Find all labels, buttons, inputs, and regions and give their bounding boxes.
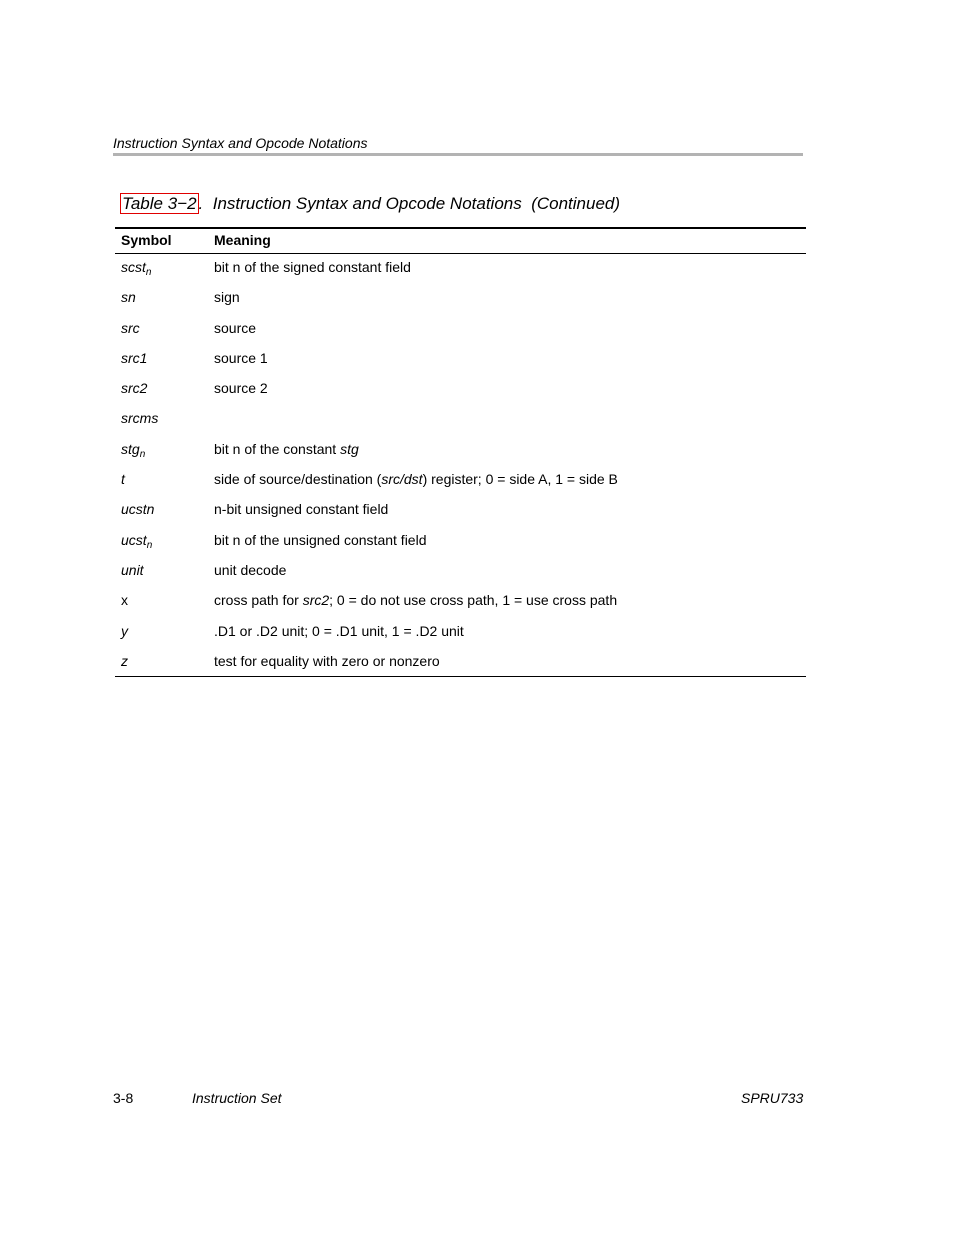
table-row [0,586,954,616]
table-row [0,253,954,283]
meaning-cell: bit n of the signed constant field [214,259,411,275]
table-row [0,526,954,556]
meaning-cell: source 1 [214,349,268,366]
meaning-cell: bit n of the unsigned constant field [214,531,427,548]
header-rule [113,153,803,156]
symbol-cell: ucstn [121,501,155,518]
meaning-cell: side of source/destination (src/dst) register; 0 = side A, 1 = side B [214,471,618,488]
table-row [0,647,954,677]
meaning-cell: test for equality with zero or nonzero [214,652,440,669]
table-row [0,314,954,344]
running-header-title: Instruction Syntax and Opcode Notations [113,135,368,151]
symbol-cell: z [121,652,128,669]
symbol-cell: srcms [121,410,159,427]
symbol-cell: sn [121,289,136,306]
symbol-cell: src [121,319,140,336]
table-row [0,556,954,586]
caption-title: Instruction Syntax and Opcode Notations [212,194,522,213]
table-row [0,495,954,525]
meaning-cell: unit decode [214,561,287,578]
symbol-cell: src1 [121,349,148,366]
meaning-cell: sign [214,289,240,306]
meaning-cell: n-bit unsigned constant field [214,501,389,518]
footer-page-number: 3-8 [113,1090,134,1106]
symbol-cell: x [121,592,128,609]
table-row [0,404,954,434]
symbol-cell: unit [121,561,144,578]
meaning-cell: source 2 [214,380,268,397]
meaning-cell: .D1 or .D2 unit; 0 = .D1 unit, 1 = .D2 unit [214,622,464,639]
column-header-meaning: Meaning [214,232,271,248]
table-row [0,435,954,465]
symbol-cell: ucst$_n$ [121,531,153,551]
table-row [0,344,954,374]
table-body [0,253,954,677]
symbol-cell: stg$_n$ [121,440,146,460]
table-row [0,283,954,313]
table-bottom-rule [115,676,806,677]
symbol-cell: t [121,471,125,488]
meaning-cell: source [214,319,257,336]
column-header-symbol: Symbol [121,232,172,248]
symbol-cell: src2 [121,380,148,397]
footer-doc-id: SPRU733 [741,1090,804,1106]
table-row [0,617,954,647]
table-row [0,374,954,404]
table-row [0,465,954,495]
table-caption [120,194,620,214]
symbol-cell: y [121,622,128,639]
meaning-cell: cross path for src2; 0 = do not use cross path, 1 = use cross path [214,592,618,609]
table-top-rule [115,227,806,229]
table-reference-link[interactable]: Table 3−2 [122,194,197,213]
caption-separator: . [198,194,204,213]
symbol-cell: scst$_n$ [121,259,152,278]
caption-continued: (Continued) [531,194,621,213]
footer-section: Instruction Set [192,1090,282,1106]
meaning-cell: bit n of the constant stg [214,440,359,457]
